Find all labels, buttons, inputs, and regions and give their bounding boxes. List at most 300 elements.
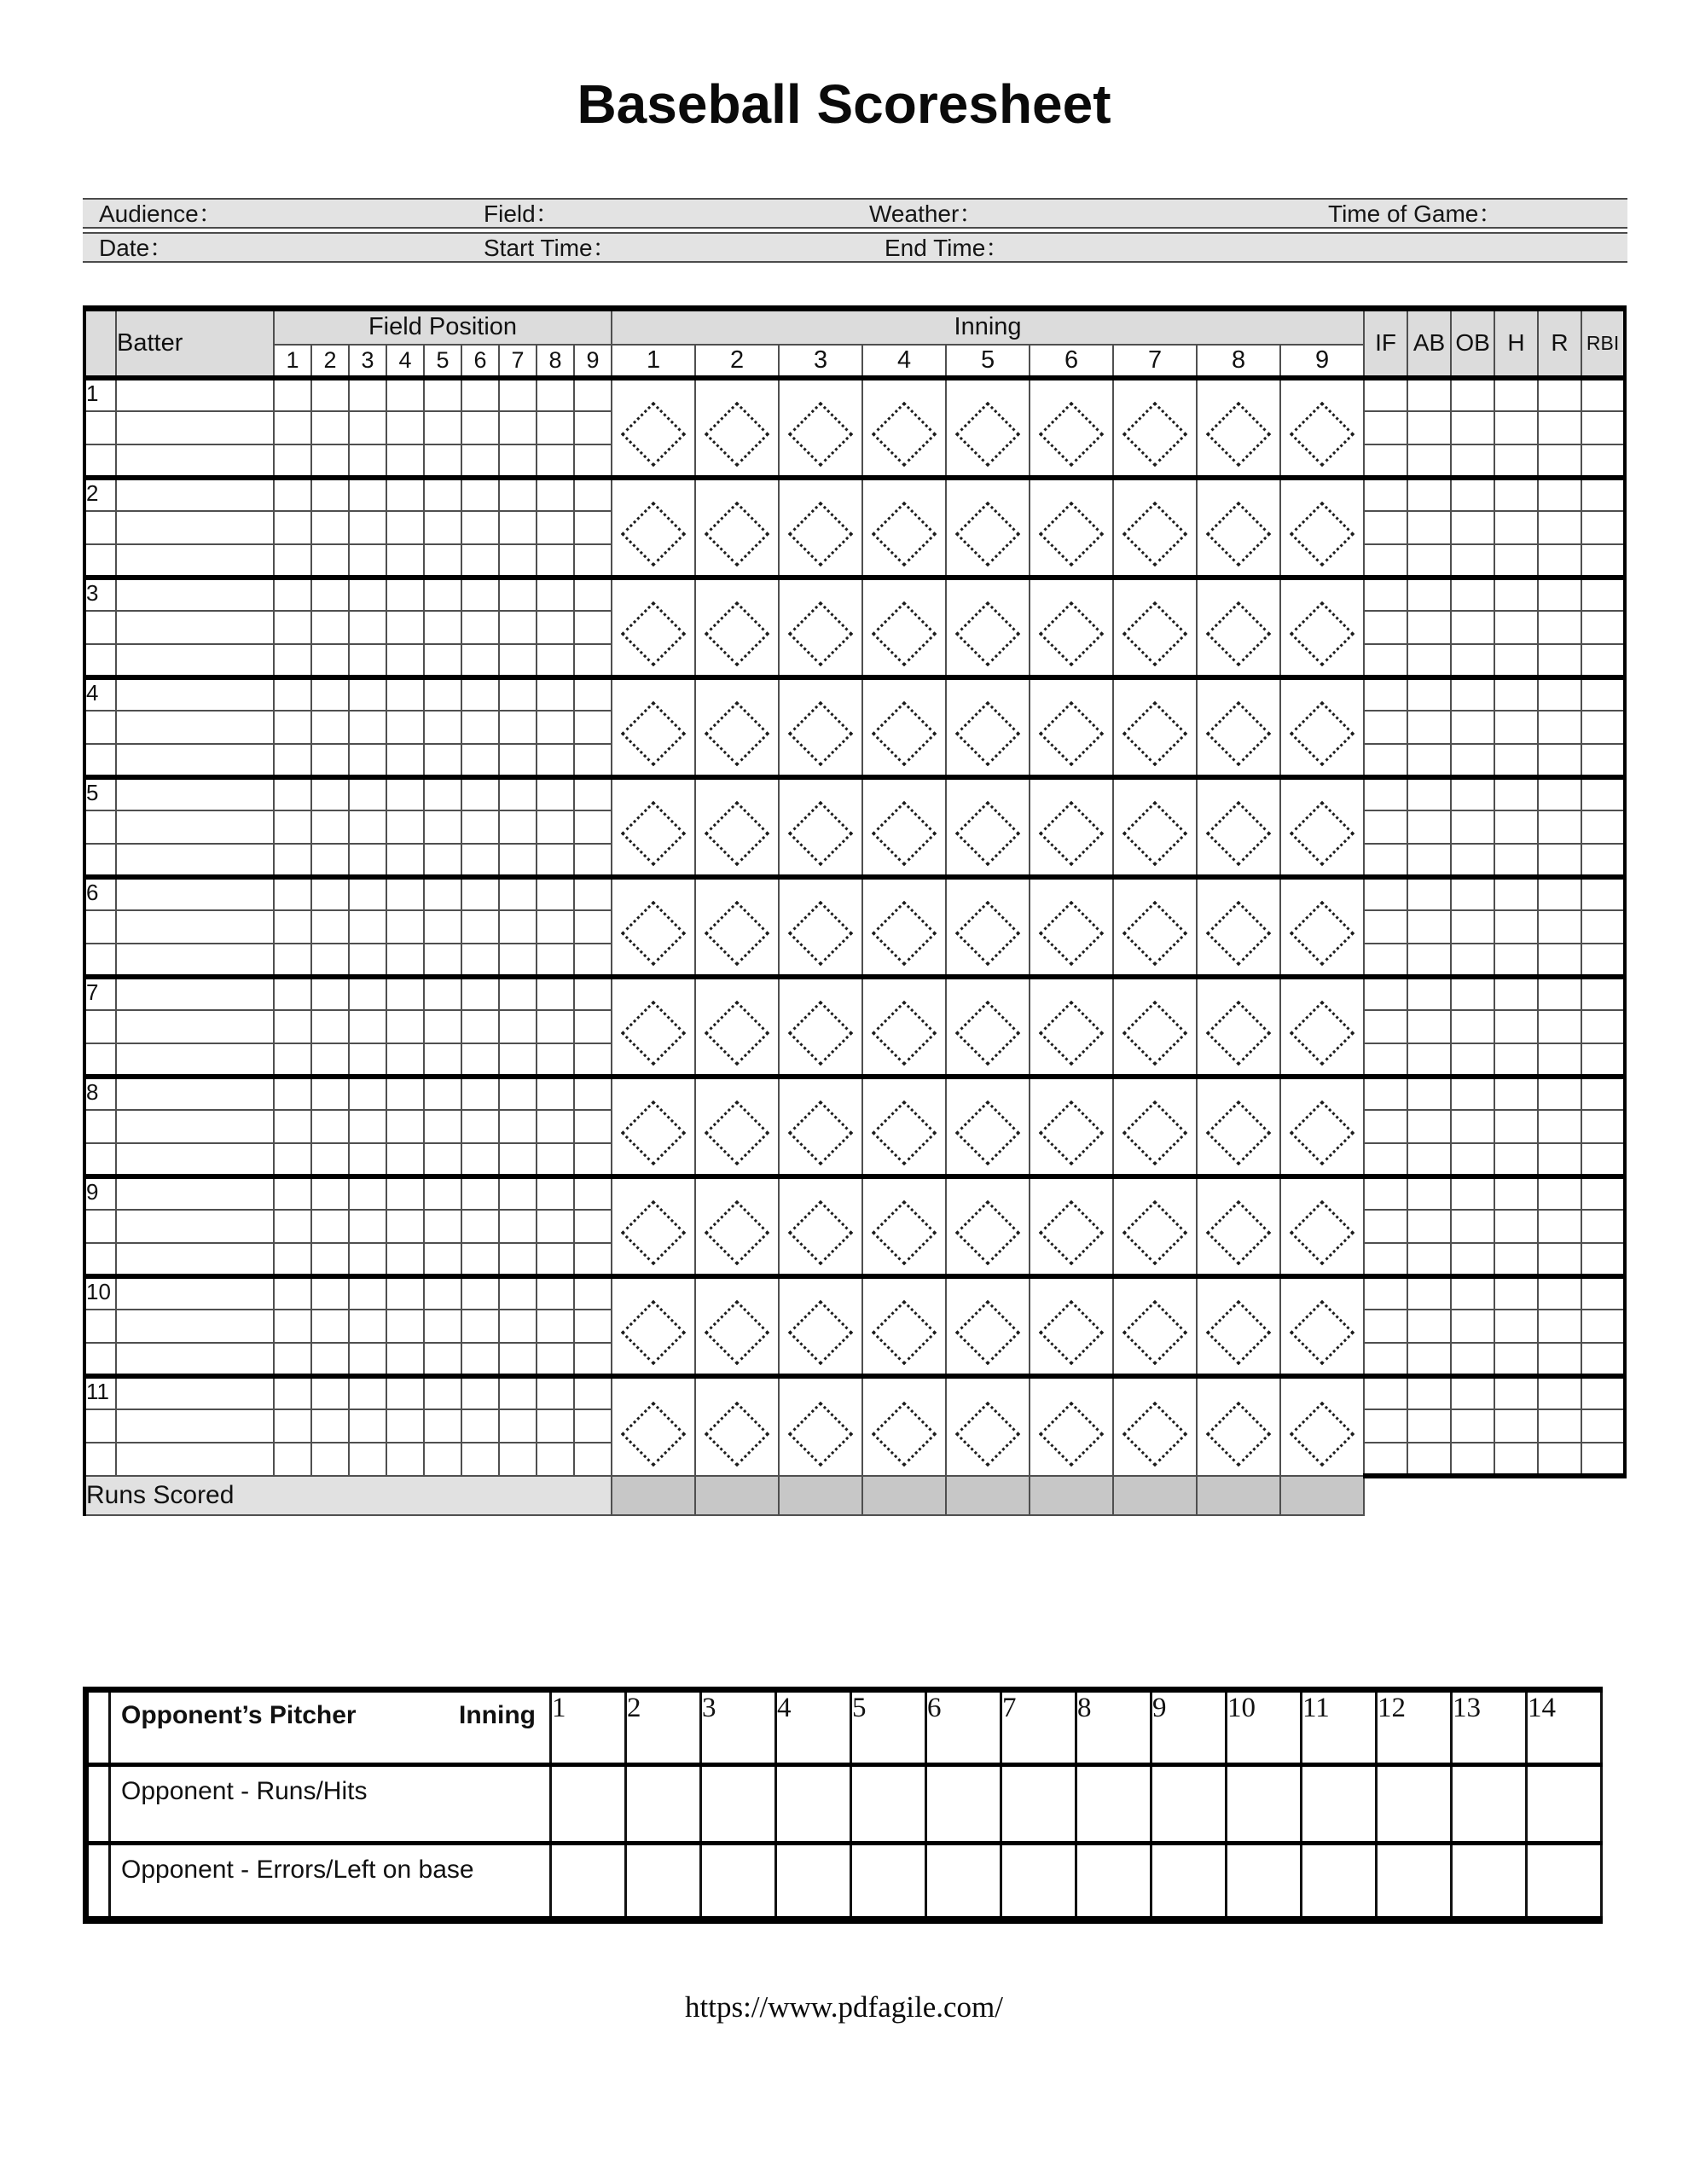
inning-scoring-cell — [1030, 777, 1113, 877]
batter-name-cell — [116, 777, 274, 810]
runs-row-void-cell — [1451, 1476, 1494, 1515]
stat-cell-ob — [1451, 544, 1494, 578]
opponent-errors-lob-cell — [1527, 1843, 1602, 1920]
base-diamond-icon — [1290, 1199, 1354, 1264]
batter-order-number: 3 — [84, 578, 116, 611]
inning-number-header: 6 — [1030, 345, 1113, 378]
field-position-cell — [574, 677, 612, 711]
stat-cell-h — [1494, 1276, 1538, 1310]
field-position-cell — [574, 611, 612, 644]
field-position-number-header: 4 — [386, 345, 424, 378]
batter-name-cell — [116, 1310, 274, 1343]
field-position-number-header: 3 — [349, 345, 386, 378]
base-diamond-icon — [955, 1000, 1020, 1065]
base-diamond-icon — [1122, 1401, 1187, 1466]
opponent-errors-lob-cell — [551, 1843, 626, 1920]
stat-cell-rbi — [1581, 1276, 1625, 1310]
batter-order-subcell — [84, 1409, 116, 1443]
field-position-cell — [349, 944, 386, 977]
stat-cell-rbi — [1581, 711, 1625, 744]
inning-scoring-cell — [1030, 877, 1113, 977]
stat-cell-ab — [1407, 711, 1451, 744]
field-position-cell — [274, 511, 311, 544]
opponent-errors-lob-cell — [1452, 1843, 1527, 1920]
field-position-cell — [349, 677, 386, 711]
field-position-cell — [386, 877, 424, 910]
batter-name-cell — [116, 444, 274, 478]
stat-cell-r — [1538, 1043, 1581, 1077]
field-position-cell — [424, 1010, 461, 1043]
inning-scoring-cell — [612, 877, 695, 977]
field-position-cell — [274, 611, 311, 644]
field-position-cell — [311, 411, 349, 444]
field-position-cell — [311, 810, 349, 844]
base-diamond-icon — [1039, 700, 1104, 765]
field-position-cell — [574, 944, 612, 977]
base-diamond-icon — [621, 800, 686, 865]
stat-cell-h — [1494, 1409, 1538, 1443]
batter-name-cell — [116, 411, 274, 444]
runs-scored-inning-cell — [1030, 1476, 1113, 1515]
field-position-cell — [274, 744, 311, 777]
inning-scoring-cell — [779, 677, 862, 777]
inning-number-header: 3 — [779, 345, 862, 378]
stat-cell-ab — [1407, 1143, 1451, 1176]
base-diamond-icon — [788, 1401, 853, 1466]
stat-cell-r — [1538, 1276, 1581, 1310]
stat-cell-ab — [1407, 1243, 1451, 1276]
inning-scoring-cell — [862, 1376, 946, 1476]
field-position-cell — [311, 1077, 349, 1110]
base-diamond-icon — [872, 900, 937, 965]
batter-order-subcell — [84, 644, 116, 677]
base-diamond-icon — [872, 401, 937, 466]
stat-cell-if — [1364, 578, 1407, 611]
inning-scoring-cell — [946, 777, 1030, 877]
stat-cell-r — [1538, 1077, 1581, 1110]
stat-cell-ob — [1451, 1409, 1494, 1443]
field-position-cell — [274, 844, 311, 877]
stat-cell-if — [1364, 1210, 1407, 1243]
stat-cell-h — [1494, 1343, 1538, 1376]
base-diamond-icon — [872, 601, 937, 665]
base-diamond-icon — [788, 401, 853, 466]
base-diamond-icon — [1290, 1299, 1354, 1364]
field-position-cell — [574, 711, 612, 744]
batter-order-subcell — [84, 944, 116, 977]
field-position-cell — [424, 378, 461, 411]
field-position-cell — [461, 511, 499, 544]
opponent-inning-number: 2 — [626, 1689, 701, 1764]
start-time-field-label: Start Time： — [484, 235, 617, 261]
field-position-cell — [386, 544, 424, 578]
inning-scoring-cell — [1197, 578, 1280, 677]
field-position-cell — [499, 944, 537, 977]
stat-cell-r — [1538, 544, 1581, 578]
inning-scoring-cell — [1113, 1376, 1197, 1476]
stat-cell-h — [1494, 777, 1538, 810]
stat-cell-h — [1494, 478, 1538, 511]
stat-cell-h — [1494, 578, 1538, 611]
field-position-cell — [424, 511, 461, 544]
inning-scoring-cell — [946, 1376, 1030, 1476]
stat-cell-if — [1364, 1409, 1407, 1443]
base-diamond-icon — [1290, 700, 1354, 765]
stat-cell-if — [1364, 677, 1407, 711]
field-position-cell — [274, 1110, 311, 1143]
stat-cell-ob — [1451, 810, 1494, 844]
field-position-cell — [311, 744, 349, 777]
field-position-cell — [311, 444, 349, 478]
inning-scoring-cell — [862, 478, 946, 578]
field-position-cell — [499, 1376, 537, 1409]
field-position-cell — [574, 378, 612, 411]
game-info-bar-1 — [83, 198, 1627, 229]
field-position-cell — [311, 1409, 349, 1443]
field-position-cell — [537, 1376, 574, 1409]
stat-cell-ab — [1407, 511, 1451, 544]
stat-cell-rbi — [1581, 1243, 1625, 1276]
field-position-cell — [537, 611, 574, 644]
batter-name-cell — [116, 378, 274, 411]
opponent-errors-lob-cell — [701, 1843, 776, 1920]
base-diamond-icon — [1122, 1000, 1187, 1065]
field-position-cell — [461, 1276, 499, 1310]
field-position-cell — [499, 1043, 537, 1077]
inning-scoring-cell — [612, 1176, 695, 1276]
stat-cell-ob — [1451, 877, 1494, 910]
opponent-inning-number: 14 — [1527, 1689, 1602, 1764]
stat-cell-h — [1494, 977, 1538, 1010]
field-position-cell — [537, 1243, 574, 1276]
field-position-cell — [574, 1110, 612, 1143]
opponent-runs-hits-cell — [1377, 1764, 1452, 1843]
base-diamond-icon — [1039, 1100, 1104, 1165]
stat-cell-h — [1494, 877, 1538, 910]
base-diamond-icon — [955, 1100, 1020, 1165]
inning-scoring-cell — [695, 877, 779, 977]
field-position-cell — [574, 1310, 612, 1343]
batter-name-cell — [116, 1110, 274, 1143]
field-position-cell — [349, 1110, 386, 1143]
stat-cell-if — [1364, 511, 1407, 544]
field-position-cell — [461, 944, 499, 977]
batter-order-subcell — [84, 1443, 116, 1476]
stat-cell-ab — [1407, 444, 1451, 478]
field-position-cell — [274, 1276, 311, 1310]
stat-cell-rbi — [1581, 1010, 1625, 1043]
field-position-cell — [311, 1376, 349, 1409]
stat-cell-ob — [1451, 1010, 1494, 1043]
field-position-cell — [537, 1176, 574, 1210]
base-diamond-icon — [705, 1100, 769, 1165]
stat-cell-r — [1538, 1376, 1581, 1409]
field-position-cell — [499, 1143, 537, 1176]
base-diamond-icon — [1122, 401, 1187, 466]
batter-name-cell — [116, 1409, 274, 1443]
base-diamond-icon — [621, 900, 686, 965]
field-position-cell — [386, 411, 424, 444]
batter-order-subcell — [84, 1010, 116, 1043]
inning-scoring-cell — [1030, 578, 1113, 677]
field-position-cell — [499, 910, 537, 944]
date-field-label: Date： — [99, 235, 174, 261]
opponent-runs-hits-cell — [926, 1764, 1001, 1843]
field-position-cell — [274, 1210, 311, 1243]
field-position-cell — [274, 378, 311, 411]
base-diamond-icon — [621, 401, 686, 466]
field-position-cell — [386, 711, 424, 744]
field-position-number-header: 9 — [574, 345, 612, 378]
inning-scoring-cell — [612, 977, 695, 1077]
field-position-cell — [537, 411, 574, 444]
inning-scoring-cell — [695, 1376, 779, 1476]
stat-cell-ob — [1451, 1276, 1494, 1310]
end-time-field-label: End Time： — [885, 235, 1010, 261]
field-position-cell — [274, 910, 311, 944]
opponent-runs-hits-cell — [776, 1764, 851, 1843]
stat-cell-h — [1494, 844, 1538, 877]
batter-order-subcell — [84, 1343, 116, 1376]
field-position-cell — [311, 777, 349, 810]
field-position-cell — [537, 777, 574, 810]
opponent-errors-lob-cell — [926, 1843, 1001, 1920]
field-position-cell — [461, 1343, 499, 1376]
inning-scoring-cell — [695, 977, 779, 1077]
base-diamond-icon — [1206, 900, 1271, 965]
field-position-cell — [537, 1077, 574, 1110]
inning-scoring-cell — [695, 478, 779, 578]
opponent-runs-hits-cell — [1151, 1764, 1227, 1843]
stat-cell-rbi — [1581, 1409, 1625, 1443]
field-position-cell — [537, 378, 574, 411]
base-diamond-icon — [1206, 501, 1271, 566]
base-diamond-icon — [621, 1299, 686, 1364]
field-position-cell — [311, 644, 349, 677]
inning-scoring-cell — [1280, 1176, 1364, 1276]
base-diamond-icon — [788, 601, 853, 665]
stat-cell-ab — [1407, 1343, 1451, 1376]
field-position-cell — [574, 910, 612, 944]
base-diamond-icon — [788, 501, 853, 566]
field-position-cell — [424, 1077, 461, 1110]
stat-cell-rbi — [1581, 378, 1625, 411]
field-position-cell — [461, 1310, 499, 1343]
field-position-cell — [311, 910, 349, 944]
stat-cell-ob — [1451, 677, 1494, 711]
field-position-cell — [461, 844, 499, 877]
inning-scoring-cell — [946, 977, 1030, 1077]
batter-order-subcell — [84, 544, 116, 578]
stat-cell-if — [1364, 877, 1407, 910]
stat-cell-r — [1538, 611, 1581, 644]
inning-scoring-cell — [695, 777, 779, 877]
opponent-inning-number: 12 — [1377, 1689, 1452, 1764]
field-position-cell — [386, 744, 424, 777]
stat-cell-rbi — [1581, 810, 1625, 844]
batter-order-subcell — [84, 910, 116, 944]
stat-cell-ab — [1407, 1409, 1451, 1443]
base-diamond-icon — [1122, 1299, 1187, 1364]
inning-scoring-cell — [946, 578, 1030, 677]
stat-cell-ab — [1407, 810, 1451, 844]
field-position-cell — [461, 1409, 499, 1443]
inning-scoring-cell — [862, 877, 946, 977]
stat-cell-h — [1494, 411, 1538, 444]
runs-row-void-cell — [1364, 1476, 1407, 1515]
base-diamond-icon — [1290, 501, 1354, 566]
stat-cell-ob — [1451, 511, 1494, 544]
opponent-errors-lob-cell — [1001, 1843, 1076, 1920]
base-diamond-icon — [1206, 1100, 1271, 1165]
inning-scoring-cell — [1280, 1276, 1364, 1376]
field-position-cell — [537, 977, 574, 1010]
opponent-runs-hits-cell — [1227, 1764, 1302, 1843]
runs-scored-inning-cell — [1197, 1476, 1280, 1515]
batter-order-subcell — [84, 744, 116, 777]
runs-scored-inning-cell — [946, 1476, 1030, 1515]
inning-scoring-cell — [612, 677, 695, 777]
field-field-label: Field： — [484, 200, 560, 227]
inning-scoring-cell — [695, 378, 779, 478]
base-diamond-icon — [788, 800, 853, 865]
field-position-cell — [311, 1110, 349, 1143]
base-diamond-icon — [955, 1401, 1020, 1466]
field-position-cell — [424, 1110, 461, 1143]
inning-number-header: 9 — [1280, 345, 1364, 378]
batter-order-subcell — [84, 1143, 116, 1176]
stat-cell-h — [1494, 544, 1538, 578]
field-position-cell — [424, 977, 461, 1010]
field-position-cell — [499, 844, 537, 877]
opponent-runs-hits-cell — [1001, 1764, 1076, 1843]
inning-scoring-cell — [862, 1077, 946, 1176]
opponent-table — [83, 1687, 1603, 1924]
inning-scoring-cell — [1030, 1176, 1113, 1276]
opponent-table-spacer-cell — [86, 1843, 110, 1920]
field-position-cell — [349, 844, 386, 877]
stat-cell-h — [1494, 677, 1538, 711]
field-position-cell — [424, 1243, 461, 1276]
batter-order-subcell — [84, 1310, 116, 1343]
inning-scoring-cell — [1280, 977, 1364, 1077]
field-position-cell — [311, 1310, 349, 1343]
base-diamond-icon — [788, 1299, 853, 1364]
field-position-cell — [386, 810, 424, 844]
stat-cell-rbi — [1581, 1077, 1625, 1110]
stat-cell-if — [1364, 544, 1407, 578]
field-position-cell — [461, 1210, 499, 1243]
field-position-cell — [574, 644, 612, 677]
inning-scoring-cell — [1280, 578, 1364, 677]
opponent-inning-number: 4 — [776, 1689, 851, 1764]
inning-scoring-cell — [946, 478, 1030, 578]
field-position-cell — [386, 1143, 424, 1176]
stat-cell-ob — [1451, 711, 1494, 744]
field-position-cell — [574, 1243, 612, 1276]
base-diamond-icon — [1206, 700, 1271, 765]
field-position-cell — [386, 644, 424, 677]
inning-scoring-cell — [695, 1077, 779, 1176]
field-position-cell — [424, 677, 461, 711]
field-position-cell — [499, 744, 537, 777]
game-info-section — [83, 198, 1627, 263]
field-position-cell — [349, 1343, 386, 1376]
opponent-runs-hits-cell — [1527, 1764, 1602, 1843]
field-position-cell — [311, 844, 349, 877]
stat-cell-ob — [1451, 444, 1494, 478]
stat-cell-r — [1538, 677, 1581, 711]
field-position-cell — [311, 877, 349, 910]
stat-cell-if — [1364, 1077, 1407, 1110]
field-position-cell — [386, 1043, 424, 1077]
field-position-cell — [461, 578, 499, 611]
runs-scored-inning-cell — [612, 1476, 695, 1515]
stat-cell-if — [1364, 1010, 1407, 1043]
stat-cell-h — [1494, 1376, 1538, 1409]
base-diamond-icon — [788, 1199, 853, 1264]
field-position-cell — [274, 810, 311, 844]
field-position-cell — [311, 677, 349, 711]
field-position-cell — [311, 578, 349, 611]
field-position-cell — [424, 1043, 461, 1077]
batter-order-subcell — [84, 1110, 116, 1143]
footer-link[interactable]: https://www.pdfagile.com/ — [685, 1989, 1003, 2024]
field-position-cell — [499, 1276, 537, 1310]
base-diamond-icon — [1122, 1100, 1187, 1165]
inning-scoring-cell — [862, 1276, 946, 1376]
base-diamond-icon — [1122, 1199, 1187, 1264]
stat-cell-ab — [1407, 1276, 1451, 1310]
inning-scoring-cell — [1280, 677, 1364, 777]
field-position-cell — [424, 744, 461, 777]
base-diamond-icon — [872, 1401, 937, 1466]
field-position-cell — [349, 611, 386, 644]
batter-order-number: 8 — [84, 1077, 116, 1110]
field-position-cell — [537, 1143, 574, 1176]
field-position-cell — [274, 1310, 311, 1343]
base-diamond-icon — [1122, 601, 1187, 665]
field-position-number-header: 7 — [499, 345, 537, 378]
inning-scoring-cell — [1197, 1376, 1280, 1476]
field-position-cell — [574, 1376, 612, 1409]
inning-number-header: 1 — [612, 345, 695, 378]
field-position-cell — [386, 677, 424, 711]
opponent-errors-lob-cell — [1151, 1843, 1227, 1920]
base-diamond-icon — [705, 1199, 769, 1264]
batter-name-cell — [116, 711, 274, 744]
batter-order-subcell — [84, 611, 116, 644]
field-position-cell — [349, 1310, 386, 1343]
inning-scoring-cell — [1113, 1276, 1197, 1376]
base-diamond-icon — [1290, 1401, 1354, 1466]
stat-cell-rbi — [1581, 1443, 1625, 1476]
stat-cell-ab — [1407, 1077, 1451, 1110]
field-position-cell — [499, 877, 537, 910]
field-position-cell — [537, 910, 574, 944]
runs-row-void-cell — [1538, 1476, 1581, 1515]
base-diamond-icon — [788, 900, 853, 965]
field-position-cell — [499, 977, 537, 1010]
inning-scoring-cell — [1113, 1077, 1197, 1176]
stat-cell-ab — [1407, 411, 1451, 444]
base-diamond-icon — [705, 1299, 769, 1364]
opponent-table-spacer-cell — [86, 1764, 110, 1843]
base-diamond-icon — [1206, 401, 1271, 466]
inning-scoring-cell — [612, 1376, 695, 1476]
stat-cell-rbi — [1581, 744, 1625, 777]
stat-cell-h — [1494, 611, 1538, 644]
